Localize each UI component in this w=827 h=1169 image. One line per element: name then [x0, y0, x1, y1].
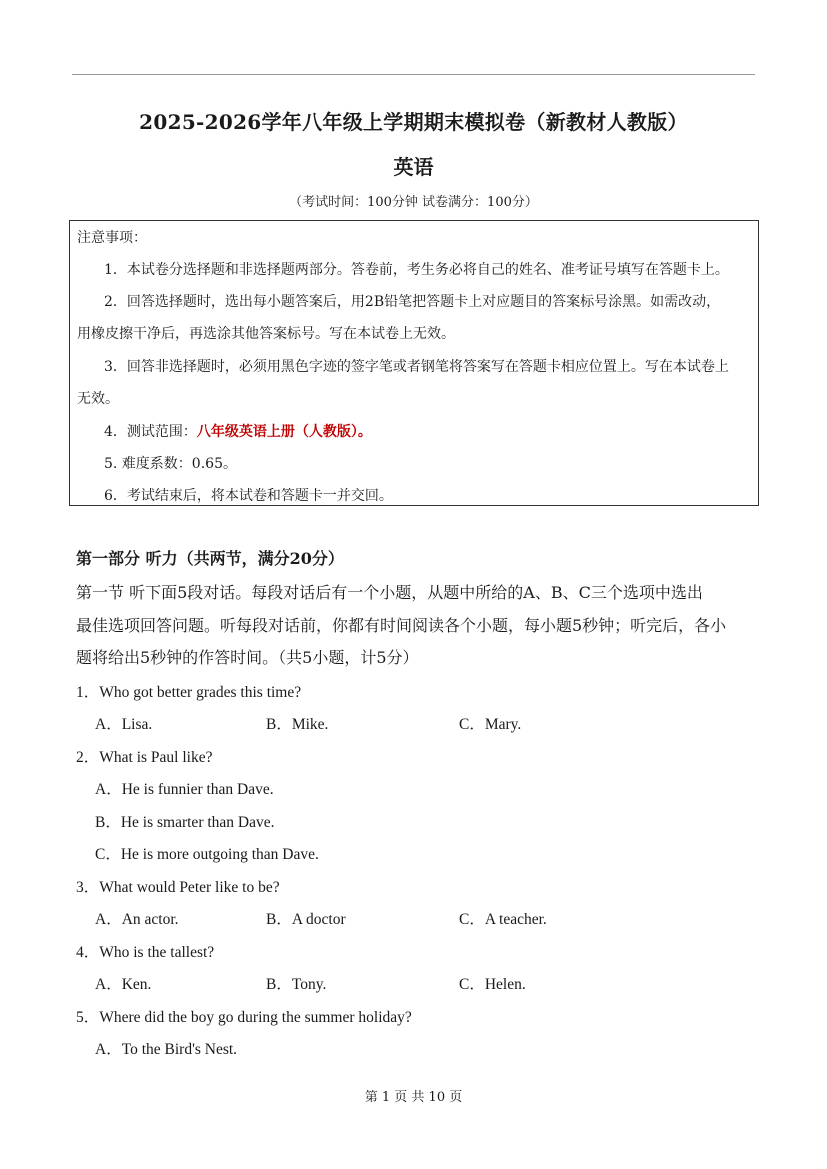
exam-title: 2025-2026学年八年级上学期期末模拟卷（新教材人教版）: [139, 110, 688, 134]
question-2-stem: 2．What is Paul like?: [76, 749, 213, 766]
question-4-option-b: B．Tony.: [266, 976, 327, 993]
notice-item-6: 6．考试结束后，将本试卷和答题卡一并交回。: [104, 488, 393, 504]
question-3-option-a: A．An actor.: [95, 911, 179, 928]
question-3-stem: 3．What would Peter like to be?: [76, 879, 280, 896]
notice-item-2-line-2: 用橡皮擦干净后，再选涂其他答案标号。写在本试卷上无效。: [77, 326, 455, 342]
question-1-option-c: C．Mary.: [459, 716, 522, 733]
question-4-option-a: A．Ken.: [95, 976, 152, 993]
test-scope-highlight: 八年级英语上册（人教版）: [196, 424, 358, 440]
question-1-option-b: B．Mike.: [266, 716, 329, 733]
question-2-option-a: A．He is funnier than Dave.: [95, 781, 274, 798]
question-5-option-a: A．To the Bird's Nest.: [95, 1041, 238, 1058]
notice-item-2-line-1: 2．回答选择题时，选出每小题答案后，用2B铅笔把答题卡上对应题目的答案标号涂黑。如需改动，: [104, 294, 721, 310]
question-4-option-c: C．Helen.: [459, 976, 526, 993]
notice-item-1: 1．本试卷分选择题和非选择题两部分。答卷前，考生务必将自己的姓名、准考证号填写在答题卡上。: [104, 262, 729, 278]
subject-title: 英语: [393, 155, 434, 179]
notice-item-4: [104, 421, 372, 441]
notice-item-4-suffix: 。: [357, 424, 372, 440]
question-1-stem: 1．Who got better grades this time?: [76, 684, 302, 701]
notice-item-3-line-1: 3．回答非选择题时，必须用黑色字迹的签字笔或者钢笔将答案写在答题卡相应位置上。写在本试卷上: [104, 359, 729, 375]
section1-instruction-line-2: 最佳选项回答问题。听每段对话前，你都有时间阅读各个小题，每小题5秒钟；听完后，各小: [76, 616, 727, 635]
section1-instruction-line-3: 题将给出5秒钟的作答时间。（共5小题，计5分）: [76, 648, 419, 667]
exam-info: （考试时间：100分钟 试卷满分：100分）: [289, 195, 538, 210]
question-4-stem: 4．Who is the tallest?: [76, 944, 215, 961]
notice-box: [69, 220, 759, 506]
question-3-option-c: C．A teacher.: [459, 911, 547, 928]
notice-item-5: 5. 难度系数：0.65。: [104, 456, 237, 472]
part1-heading: 第一部分 听力（共两节，满分20分）: [76, 549, 344, 568]
question-5-stem: 5．Where did the boy go during the summer holiday?: [76, 1009, 412, 1026]
question-1-option-a: A．Lisa.: [95, 716, 153, 733]
question-2-option-c: C．He is more outgoing than Dave.: [95, 846, 319, 863]
header-rule: [72, 74, 755, 75]
question-3-option-b: B．A doctor: [266, 911, 346, 928]
notice-heading: 注意事项：: [77, 230, 147, 246]
notice-item-3-line-2: 无效。: [77, 391, 119, 407]
question-2-option-b: B．He is smarter than Dave.: [95, 814, 275, 831]
section1-instruction-line-1: 第一节 听下面5段对话。每段对话后有一个小题，从题中所给的A、B、C三个选项中选出: [76, 583, 703, 602]
page-footer: 第 1 页 共 10 页: [364, 1090, 463, 1105]
notice-item-4-prefix: 4．测试范围：: [104, 424, 197, 440]
